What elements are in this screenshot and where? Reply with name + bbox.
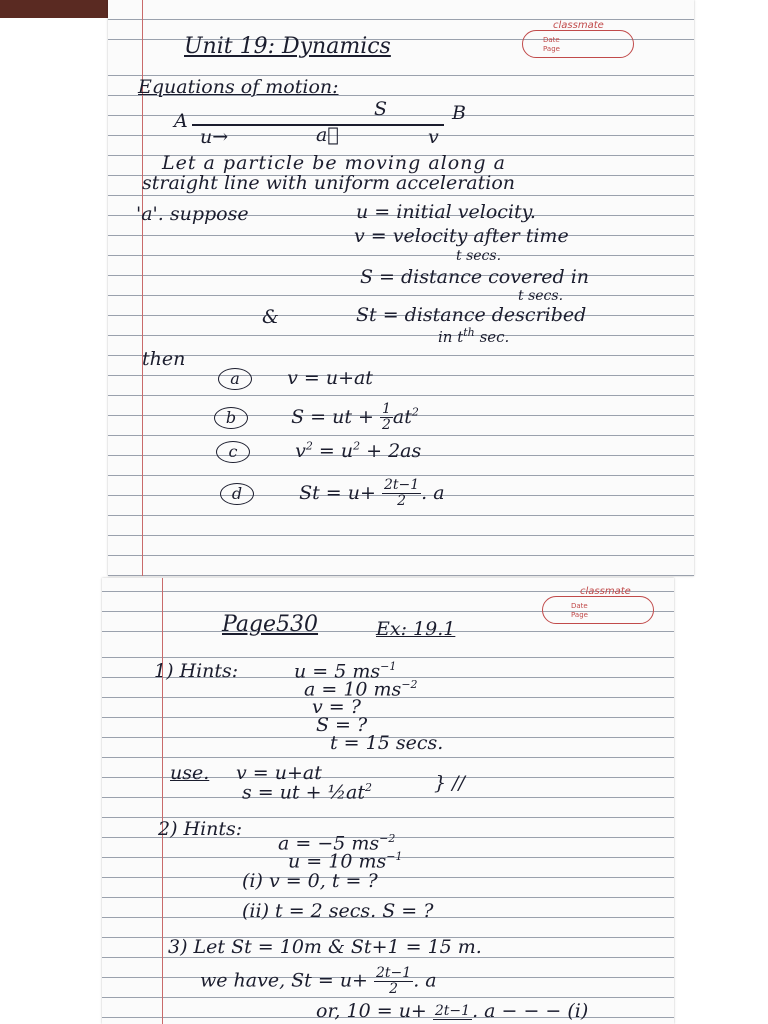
text-line: straight line with uniform acceleration bbox=[142, 172, 516, 194]
brand-stamp: Date Page bbox=[542, 596, 654, 624]
point-b-label: B bbox=[452, 102, 466, 124]
definition-v-cont: t secs. bbox=[456, 248, 502, 264]
equation-d bbox=[220, 478, 445, 509]
q3-line3: or, 10 = u+ 2t−1 . a − − − (i) bbox=[316, 1000, 589, 1022]
definition-st: St = distance described bbox=[356, 304, 587, 326]
q1-s: S = ? bbox=[316, 714, 368, 736]
page-title: Unit 19: Dynamics bbox=[184, 34, 391, 59]
section-heading: Equations of motion: bbox=[138, 76, 339, 98]
brand-name: classmate bbox=[553, 20, 604, 31]
equation-label: d bbox=[220, 483, 254, 505]
equation-expr: $v^2 = u^2 + 2as$ bbox=[295, 440, 422, 463]
exercise-heading: Ex: 19.1 bbox=[376, 618, 456, 640]
q1-label: 1) Hints: bbox=[154, 660, 239, 682]
notebook-page-2 bbox=[102, 578, 674, 1024]
text-line: Let a particle be moving along a bbox=[162, 152, 506, 174]
definition-u: u = initial velocity. bbox=[356, 201, 536, 223]
brand-name: classmate bbox=[580, 586, 631, 597]
q1-t: t = 15 secs. bbox=[330, 732, 444, 754]
use-mark: } // bbox=[434, 772, 465, 794]
q2-part-ii: (ii) t = 2 secs. S = ? bbox=[242, 900, 434, 922]
equation-label: b bbox=[214, 407, 248, 429]
acceleration-label: a⃗ bbox=[316, 124, 339, 146]
equation-c bbox=[216, 440, 421, 463]
use-eq1: v = u+at bbox=[236, 762, 322, 784]
equation-label: a bbox=[218, 368, 252, 390]
q1-a: a = 10 $ms^{-2}$ bbox=[304, 678, 418, 701]
margin-line bbox=[162, 578, 163, 1024]
final-velocity-label: v bbox=[428, 126, 439, 148]
definition-st-cont: in $t^{th}$ sec. bbox=[438, 326, 510, 346]
equation-a bbox=[218, 367, 373, 390]
use-label: use. bbox=[170, 762, 210, 784]
initial-velocity-label: u→ bbox=[200, 126, 229, 148]
q2-part-i: (i) v = 0, t = ? bbox=[242, 870, 378, 892]
point-a-label: A bbox=[174, 110, 188, 132]
q1-v: v = ? bbox=[312, 696, 361, 718]
then-label: then bbox=[142, 348, 186, 370]
distance-label: S bbox=[374, 98, 388, 120]
page-number-heading: Page530 bbox=[222, 612, 319, 637]
and-symbol: & bbox=[262, 306, 279, 328]
equation-b bbox=[214, 402, 419, 433]
definition-v: v = velocity after time bbox=[354, 225, 569, 247]
text-line: 'a'. suppose bbox=[136, 203, 249, 225]
q3-line2: we have, St = u+ $\frac{2t-1}{2}$ . a bbox=[200, 965, 437, 997]
equation-expr: S = ut + $\frac{1}{2}$ $at^2$ bbox=[291, 401, 419, 433]
definition-s-cont: t secs. bbox=[518, 288, 564, 304]
equation-expr: v = u+at bbox=[287, 367, 373, 389]
equation-expr: St = u+ $\frac{2t-1}{2}$ . a bbox=[299, 477, 445, 509]
use-eq2: s = ut + $\frac{1}{2}at^2$ bbox=[242, 781, 372, 804]
q3-line1: 3) Let St = 10m & St+1 = 15 m. bbox=[168, 936, 482, 958]
notebook-page-1 bbox=[108, 0, 694, 576]
brand-stamp: Date Page bbox=[522, 30, 634, 58]
q1-u: u = 5 $ms^{-1}$ bbox=[294, 660, 397, 683]
q2-label: 2) Hints: bbox=[158, 818, 243, 840]
equation-label: c bbox=[216, 441, 250, 463]
definition-s: S = distance covered in bbox=[360, 266, 590, 288]
q2-a: a = −5 $ms^{-2}$ bbox=[278, 832, 396, 855]
q2-u: u = 10 $ms^{-1}$ bbox=[288, 850, 403, 873]
